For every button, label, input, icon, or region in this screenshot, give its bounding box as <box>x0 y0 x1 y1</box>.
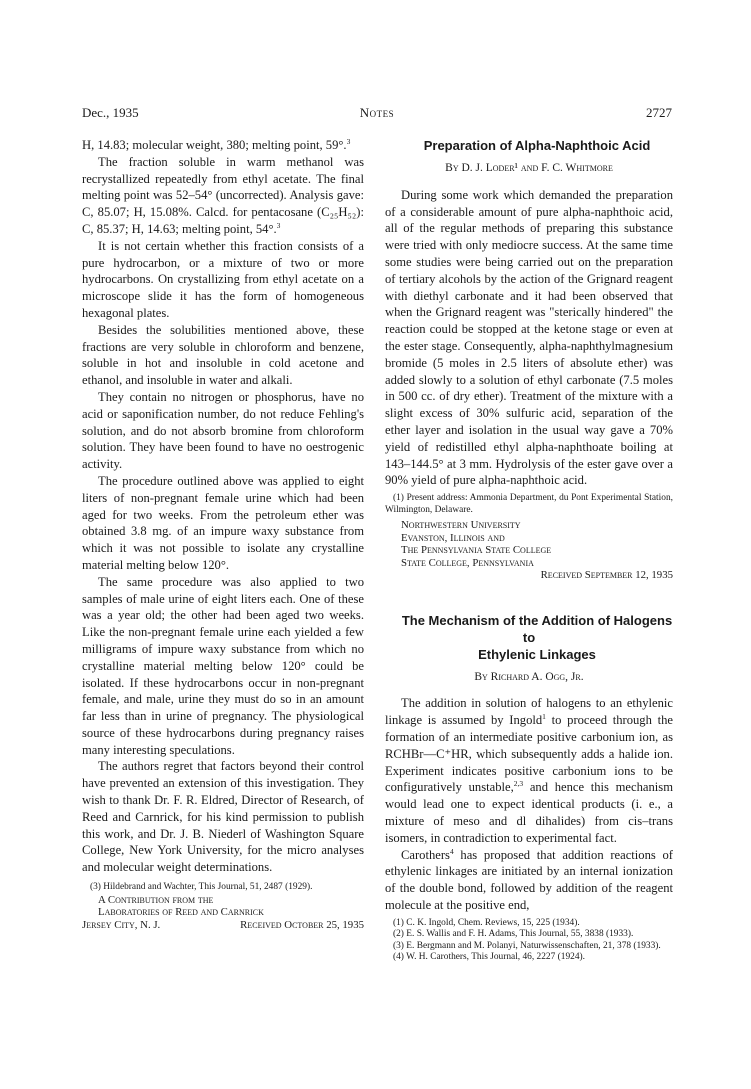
footnote: (1) C. K. Ingold, Chem. Reviews, 15, 225 (1934). <box>393 917 580 928</box>
header-page-number: 2727 <box>646 105 672 120</box>
affiliation: Jersey City, N. J. <box>82 918 161 931</box>
affiliation: Laboratories of Reed and Carnrick <box>98 906 264 919</box>
article-title: The Mechanism of the Addition of Halogens to <box>401 612 673 645</box>
affiliation: State College, Pennsylvania <box>401 556 534 569</box>
left-column <box>82 137 364 931</box>
header-section: Notes <box>359 105 395 120</box>
affiliation: Evanston, Illinois and <box>401 531 505 544</box>
paragraph: The authors regret that factors beyond their control have prevented an extension of this investigation. They wish to thank Dr. F. R. Eldred, Director of Research, of Reed and Carnrick, for his kind permission to publish this work, and Dr. J. B. Niederl of Washington Square College, New York University, for the micro analyses and molecular weight determinations. <box>82 759 364 875</box>
received-date: Received October 25, 1935 <box>240 918 364 931</box>
paragraph: They contain no nitrogen or phosphorus, have no acid or saponification number, do not reduce Fehling's solution, and do not absorb bromine from chloroform solution. They have been found to have no oestrogenic activity. <box>82 389 364 472</box>
paragraph: It is not certain whether this fraction consists of a pure hydrocarbon, or a mixture of two or more hydrocarbons. On crystallizing from ethyl acetate on a microscope slide it has the form of homogeneous hexagonal plates. <box>82 238 364 320</box>
received-line <box>385 569 673 582</box>
affiliation: The Pennsylvania State College <box>401 544 552 557</box>
header-date: Dec., 1935 <box>82 105 139 120</box>
paragraph: The addition in solution of halogens to an ethylenic linkage is assumed by Ingold$^1$ to proceed through the formation of an intermediate positive carbonium ion, as RCHBr—C⁺HR, which subsequently adds a halide ion. Experiment indicates positive carbonium ions to be configuratively unstable,$^{2,3}$ and hence this mechanism would lead one to expect identical products (i. e., a mixture of meso and dl dihalides) from cis–trans isomers, in contradiction to experimental fact. <box>385 696 673 845</box>
paragraph: The procedure outlined above was applied to eight liters of non-pregnant female urine which had been aged for two weeks. From the petroleum ether was obtained 3.8 mg. of an impure waxy substance from which it was not possible to isolate any crystalline material melting below 120°. <box>82 473 364 572</box>
article-title: Preparation of Alpha-Naphthoic Acid <box>423 138 651 153</box>
affiliation-received-line <box>82 919 364 932</box>
footnote: (4) W. H. Carothers, This Journal, 46, 2227 (1924). <box>393 952 585 963</box>
right-column <box>385 137 673 964</box>
byline: By D. J. Loder¹ and F. C. Whitmore <box>445 162 613 174</box>
paragraph: Carothers$^4$ has proposed that addition reactions of ethylenic linkages are initiated by an internal ionization of the double bond, followed by addition of the reagent molecule at the positive end, <box>385 846 673 912</box>
running-header <box>82 105 672 125</box>
received-date: Received September 12, 1935 <box>540 569 673 582</box>
footnote: (3) Hildebrand and Wachter, This Journal, 51, 2487 (1929). <box>90 882 313 893</box>
paragraph: The same procedure was also applied to two samples of male urine of eight liters each. One of these was a year old; the other had been aged two weeks. Like the non-pregnant female urine each yielded a few milligrams of impure waxy substance from which no crystalline material melting below 120° could be isolated. If these hydrocarbons occur in non-pregnant female, and male, urine they must do so in an amount far less than in urine of pregnancy. The physiological source of these hydrocarbons during pregnancy raises many interesting speculations. <box>82 574 364 757</box>
footnote: (1) Present address: Ammonia Department, du Pont Experimental Station, Wilmington, Delaware. <box>385 493 673 515</box>
footnote: (2) E. S. Wallis and F. H. Adams, This Journal, 55, 3838 (1933). <box>393 929 634 940</box>
paragraph: During some work which demanded the preparation of a considerable amount of pure alpha-naphthoic acid, all of the regular methods of preparing this substance were tried with only mediocre success. At the same time some studies were being carried out on the preparation of tertiary alcohols by the action of the Grignard reagent with diethyl carbonate and it had been observed that when the Grignard reagent was "sterically hindered" the reaction could be stopped at the ketone stage or even at the ester stage. Consequently, alpha-naphthylmagnesium bromide (5 moles in 2.5 liters of absolute ether) was added slowly to a solution of ethyl carbonate (7.5 moles in 500 cc. of dry ether). Treatment of the mixture with a slight excess of 30% sulfuric acid, separation of the ether layer and isolation in the usual way gave a 70% yield of redistilled ethyl alpha-naphthoate boiling at 143–144.5° at 3 mm. Hydrolysis of the ester gave over a 90% yield of pure alpha-naphthoic acid. <box>385 187 673 488</box>
paragraph: The fraction soluble in warm methanol was recrystallized repeatedly from ethyl acetate. The final melting point was 52–54° (uncorrected). Analysis gave: C, 85.07; H, 15.08%. Calcd. for pentacosane (C₂₅H₅₂): C, 85.37; H, 14.63; melting point, 54°.$^3$ <box>82 154 364 236</box>
affiliation: Northwestern University <box>401 519 521 532</box>
byline: By Richard A. Ogg, Jr. <box>474 670 584 683</box>
paragraph: Besides the solubilities mentioned above, these fractions are very soluble in chloroform and benzene, soluble in hot and insoluble in cold acetone and ethanol, and insoluble in water and alkali. <box>82 322 364 388</box>
article-title: Ethylenic Linkages <box>478 646 596 662</box>
paragraph: H, 14.83; molecular weight, 380; melting point, 59°.$^3$ <box>82 136 351 152</box>
affiliation: A Contribution from the <box>98 893 214 906</box>
footnote: (3) E. Bergmann and M. Polanyi, Naturwissenschaften, 21, 378 (1933). <box>393 940 661 951</box>
